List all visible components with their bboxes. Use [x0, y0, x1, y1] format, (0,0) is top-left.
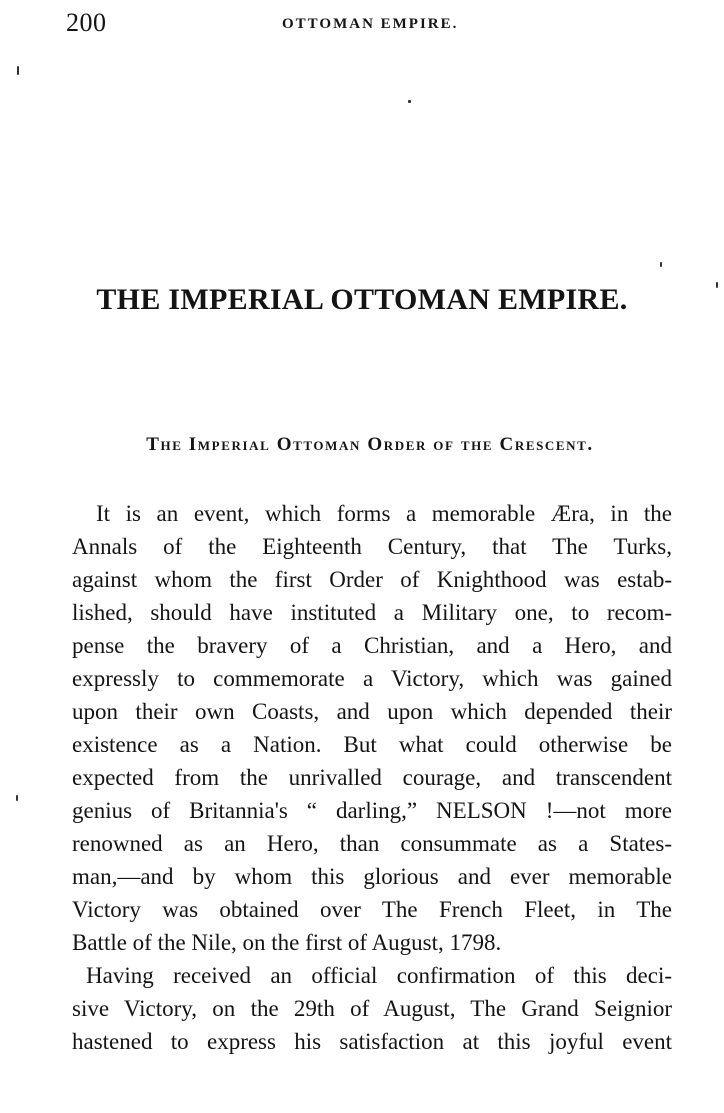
text-line: hastened to express his satisfaction at this joyful event: [72, 1029, 672, 1054]
scan-speck: [16, 795, 18, 801]
scan-speck: [408, 100, 411, 103]
text-line: expected from the unrivalled courage, and transcendent: [72, 765, 672, 790]
text-line: lished, should have instituted a Military one, to recom-: [72, 600, 672, 625]
text-line: man,—and by whom this glorious and ever memorable: [72, 864, 672, 889]
text-line: Annals of the Eighteenth Century, that The Turks,: [72, 534, 672, 559]
text-line: Victory was obtained over The French Fleet, in The: [72, 897, 672, 922]
body-text: [72, 497, 672, 1058]
chapter-title: THE IMPERIAL OTTOMAN EMPIRE.: [96, 283, 628, 316]
text-line: upon their own Coasts, and upon which depended their: [72, 699, 672, 724]
text-line: Battle of the Nile, on the first of August, 1798.: [72, 930, 502, 955]
text-line: pense the bravery of a Christian, and a Hero, and: [72, 633, 672, 658]
text-line: It is an event, which forms a memorable Æra, in the: [96, 501, 672, 526]
text-line: existence as a Nation. But what could otherwise be: [72, 732, 672, 757]
text-line: genius of Britannia's “ darling,” NELSON !—not more: [72, 798, 672, 823]
scan-speck: [660, 262, 662, 267]
section-subtitle: The Imperial Ottoman Order of the Crescent.: [146, 434, 594, 455]
text-line: Having received an official confirmation of this deci-: [86, 963, 672, 988]
text-line: expressly to commemorate a Victory, which was gained: [72, 666, 672, 691]
running-head: OTTOMAN EMPIRE.: [282, 16, 459, 32]
page-number: 200: [66, 8, 107, 37]
scan-speck: [17, 66, 19, 75]
scan-speck: [716, 282, 718, 288]
text-line: renowned as an Hero, than consummate as a States-: [72, 831, 672, 856]
text-line: sive Victory, on the 29th of August, The Grand Seignior: [72, 996, 672, 1021]
text-line: against whom the first Order of Knighthood was estab-: [72, 567, 672, 592]
paragraph-1: [72, 497, 672, 959]
paragraph-2: [72, 959, 672, 1058]
page-header: [66, 8, 664, 38]
